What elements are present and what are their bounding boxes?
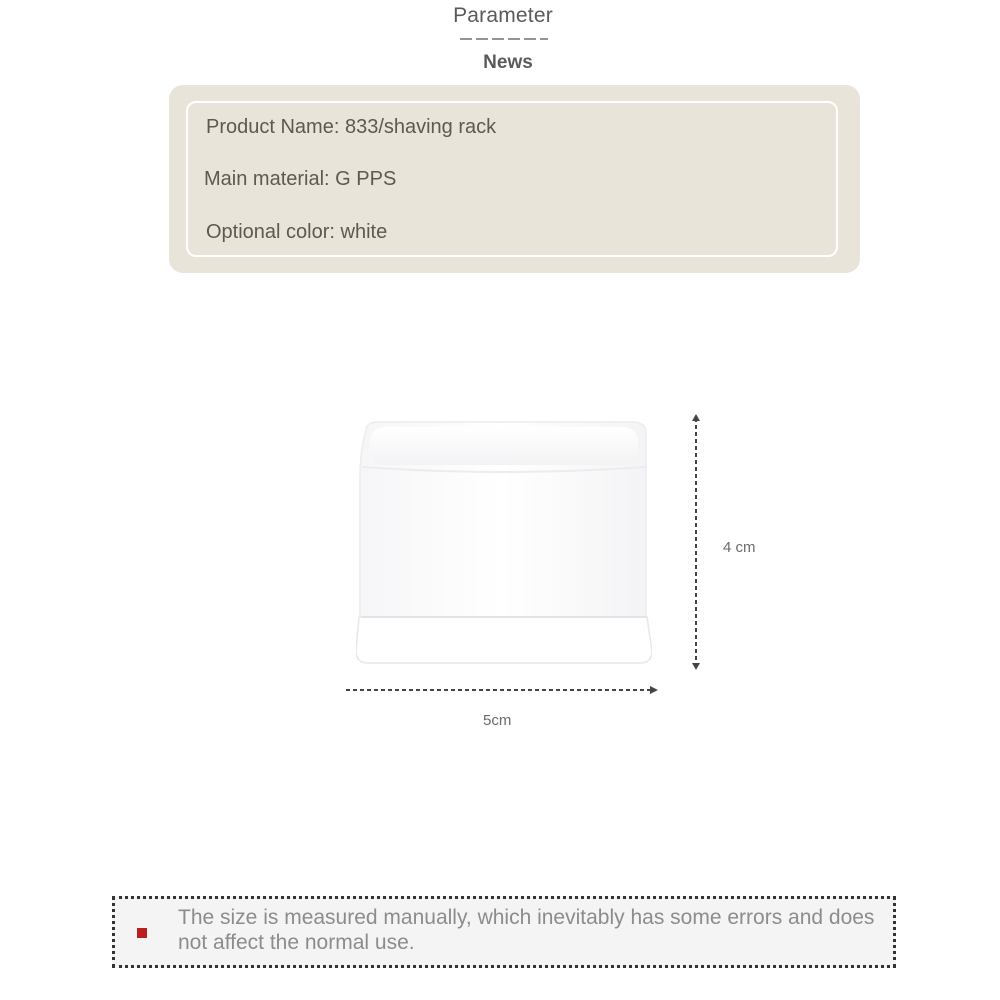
main-material-text: Main material: G PPS: [204, 168, 397, 190]
title-divider: [460, 34, 550, 44]
height-dimension-arrow: [690, 412, 702, 672]
measurement-note-text: The size is measured manually, which inevitably has some errors and does not affect the normal use.: [178, 906, 875, 954]
product-name-text: Product Name: 833/shaving rack: [206, 116, 497, 138]
width-dimension-arrow: [344, 684, 660, 696]
height-label: 4 cm: [723, 539, 756, 556]
width-label: 5cm: [483, 712, 512, 729]
shaving-rack-image: [356, 419, 652, 664]
optional-color-text: Optional color: white: [206, 221, 388, 243]
bullet-icon: [137, 928, 147, 938]
section-title: Parameter: [453, 4, 553, 27]
section-subtitle: News: [483, 52, 533, 73]
